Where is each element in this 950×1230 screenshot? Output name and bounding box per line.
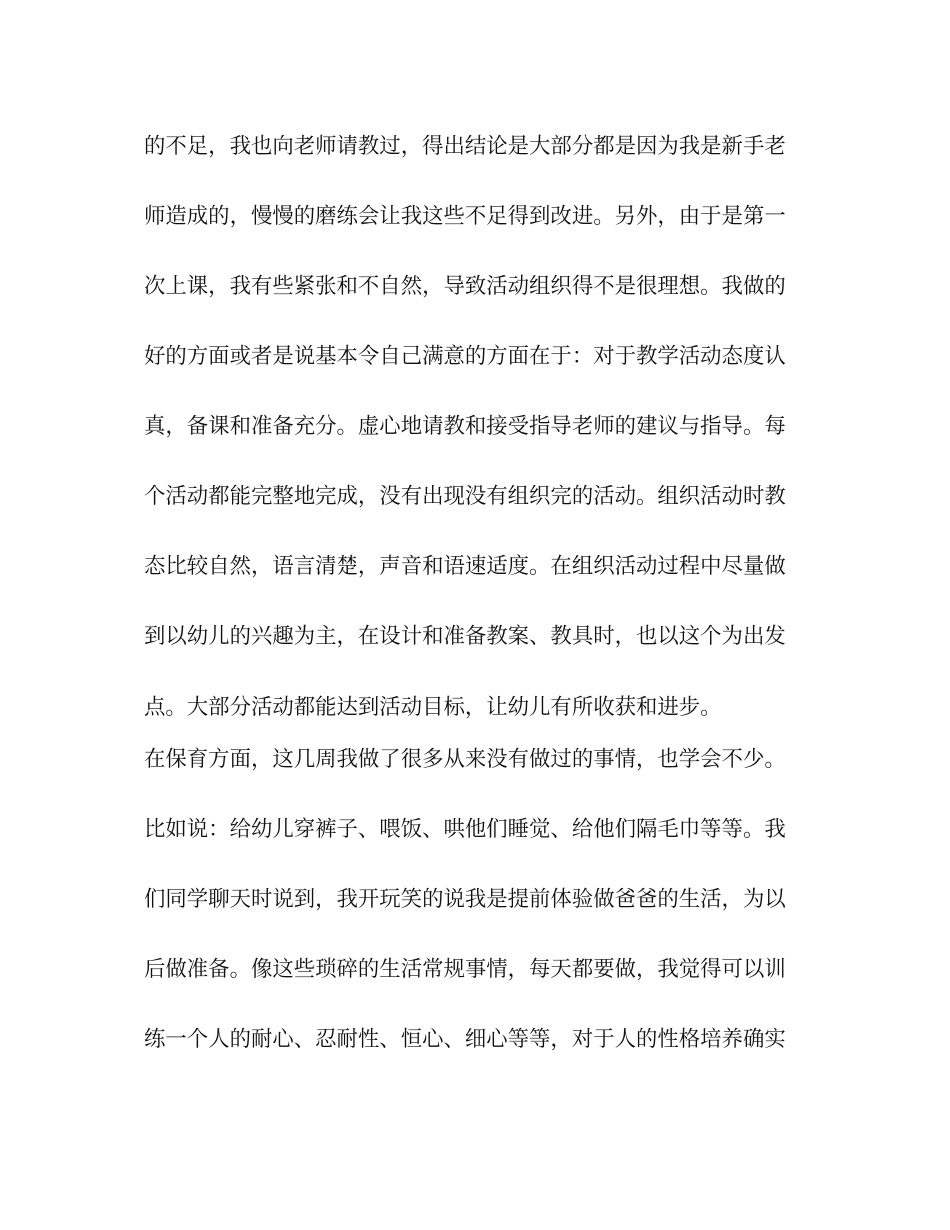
text-line: 练一个人的耐心、忍耐性、恒心、细心等等，对于人的性格培养确实 — [144, 1027, 786, 1052]
text-line: 在保育方面，这几周我做了很多从来没有做过的事情，也学会不少。 — [144, 747, 786, 772]
text-line: 后做准备。像这些琐碎的生活常规事情，每天都要做，我觉得可以训 — [144, 957, 786, 982]
text-line: 点。大部分活动都能达到活动目标，让幼儿有所收获和进步。 — [144, 695, 722, 720]
text-line: 真，备课和准备充分。虚心地请教和接受指导老师的建议与指导。每 — [144, 414, 786, 439]
text-line: 态比较自然，语言清楚，声音和语速适度。在组织活动过程中尽量做 — [144, 554, 786, 579]
text-line: 个活动都能完整地完成，没有出现没有组织完的活动。组织活动时教 — [144, 484, 786, 509]
text-line: 到以幼儿的兴趣为主，在设计和准备教案、教具时，也以这个为出发 — [144, 624, 786, 649]
text-line: 好的方面或者是说基本令自己满意的方面在于：对于教学活动态度认 — [144, 344, 786, 369]
text-line: 次上课，我有些紧张和不自然，导致活动组织得不是很理想。我做的 — [144, 274, 786, 299]
text-line: 们同学聊天时说到，我开玩笑的说我是提前体验做爸爸的生活，为以 — [144, 887, 786, 912]
text-line: 师造成的，慢慢的磨练会让我这些不足得到改进。另外，由于是第一 — [144, 204, 786, 229]
text-line: 比如说：给幼儿穿裤子、喂饭、哄他们睡觉、给他们隔毛巾等等。我 — [144, 817, 786, 842]
text-line: 的不足，我也向老师请教过，得出结论是大部分都是因为我是新手老 — [144, 134, 786, 159]
